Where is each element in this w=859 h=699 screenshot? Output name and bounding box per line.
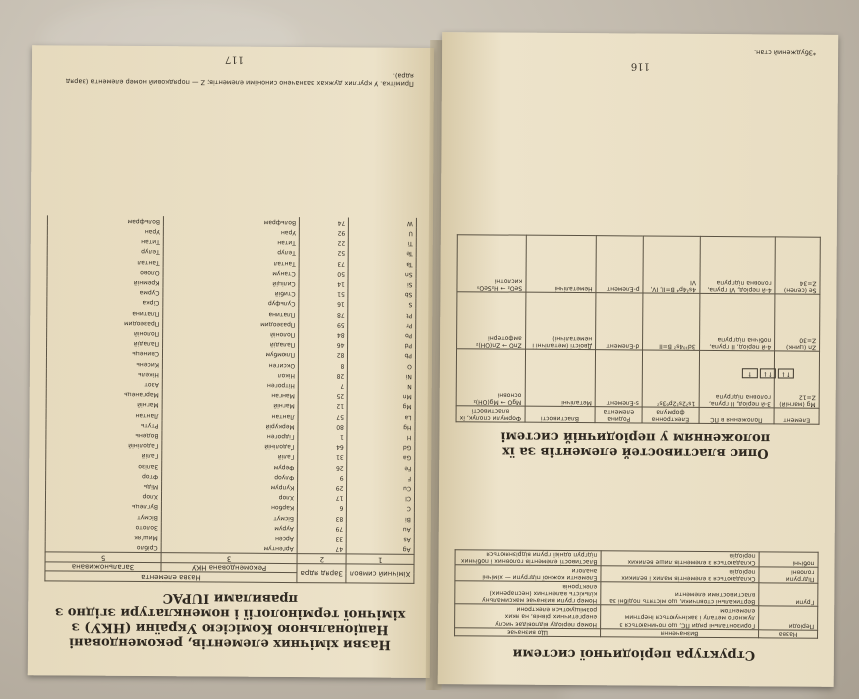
element-common-name: Нікель xyxy=(46,368,162,379)
description-title: Опис властивостей елементів за їх положенням у періодичній системі xyxy=(500,428,771,461)
element-recommended-name: Сульфур xyxy=(163,297,299,308)
element-common-name: Марганець xyxy=(46,388,162,399)
element-charge: 57 xyxy=(298,410,347,421)
element-charge: 73 xyxy=(299,257,348,268)
element-common-name: Залізо xyxy=(46,460,162,471)
element-charge: 83 xyxy=(297,512,346,523)
desc-family: d-Елемент xyxy=(596,293,643,350)
element-recommended-name: Нітроген xyxy=(162,379,298,390)
element-recommended-name: Лантан xyxy=(162,410,298,421)
element-charge: 51 xyxy=(299,288,348,299)
col-number: 2 xyxy=(297,554,346,564)
element-symbol: La xyxy=(347,411,415,422)
element-charge: 28 xyxy=(298,370,347,381)
element-recommended-name: Хлор xyxy=(161,491,297,502)
element-symbol: Te xyxy=(349,248,417,259)
left-page-title: Назви хімічних елементів, рекомендовані Національною Комісією України (НКУ) з хімічної термінології і номенклатури згідно з правилами IUPAC xyxy=(54,590,406,652)
element-symbol: C xyxy=(347,503,415,514)
element-common-name: Вуглець xyxy=(45,501,161,512)
structure-table-body xyxy=(455,549,819,630)
element-recommended-name: Полоній xyxy=(163,328,299,339)
element-common-name: Ртуть xyxy=(46,419,162,430)
element-common-name: Титан xyxy=(47,235,163,246)
col-recommended-header: Рекомендована НКУ xyxy=(161,562,297,573)
element-common-name: Лантан xyxy=(46,409,162,420)
structure-col-definition: Визначення xyxy=(600,628,758,638)
element-charge: 6 xyxy=(298,502,347,513)
element-common-name: Гадоліній xyxy=(46,439,162,450)
element-symbol: Cu xyxy=(347,482,415,493)
desc-formula: 1s²2s²2p⁶3s² xyxy=(642,350,699,407)
element-charge: 74 xyxy=(300,217,349,228)
structure-name: побічні xyxy=(759,551,818,567)
col-charge-header: Заряд ядра xyxy=(297,563,346,583)
element-common-name: Хлор xyxy=(45,490,161,501)
element-recommended-name: Оксиген xyxy=(162,359,298,370)
element-common-name: Кремній xyxy=(47,276,163,287)
element-recommended-name: Флуор xyxy=(162,471,298,482)
structure-col-determines: Що визначає xyxy=(455,627,601,636)
element-symbol: Sb xyxy=(348,288,416,299)
element-recommended-name: Магній xyxy=(162,399,298,410)
desc-formula: 3d¹⁰4s² B=II xyxy=(643,293,700,350)
description-col-header: Положення в ПС xyxy=(699,408,775,424)
element-charge: 50 xyxy=(299,268,348,279)
structure-definition: Складаються з елементів лише великих періодів xyxy=(601,550,759,567)
desc-properties: Двоїсті (металічні і неметалічні) xyxy=(525,292,596,349)
element-charge: 59 xyxy=(299,319,348,330)
element-symbol: Ga xyxy=(347,452,415,463)
desc-compounds: SeO₂ → H₂SeO₃ кислотні xyxy=(457,235,526,292)
element-common-name: Вісмут xyxy=(45,511,161,522)
desc-compounds: MgO → Mg(OH)₂ основні xyxy=(456,349,525,406)
element-symbol: Ag xyxy=(347,543,415,554)
element-recommended-name: Манган xyxy=(162,389,298,400)
element-symbol: Ti xyxy=(349,237,417,248)
description-header-row xyxy=(456,406,819,424)
description-table xyxy=(456,234,821,424)
description-col-header: Елемент xyxy=(774,408,819,424)
element-recommended-name: Бісмут xyxy=(161,512,297,523)
element-charge: 17 xyxy=(298,492,347,503)
structure-determines: Номер групи визначає максимальну кількість валентних (неспарених) електронів xyxy=(455,581,601,605)
right-page xyxy=(438,32,839,687)
element-recommended-name: Титан xyxy=(163,236,299,247)
element-charge: 14 xyxy=(299,278,348,289)
element-symbol: N xyxy=(348,380,416,391)
left-page-content xyxy=(28,45,434,678)
elements-table xyxy=(44,215,417,584)
element-symbol: O xyxy=(348,360,416,371)
element-common-name: Платина xyxy=(47,307,163,318)
element-recommended-name: Платина xyxy=(163,307,299,318)
description-col-header: Формули сполук, їх властивості xyxy=(456,406,525,422)
element-common-name: Мідь xyxy=(46,480,162,491)
table-row xyxy=(455,565,818,583)
element-recommended-name: Арсен xyxy=(161,532,297,543)
orbital-box: ↑↓ xyxy=(760,369,776,379)
element-recommended-name: Арґентум xyxy=(161,542,297,554)
element-charge: 33 xyxy=(297,533,346,544)
element-common-name: Олово xyxy=(47,266,163,277)
element-common-name: Кисень xyxy=(46,358,162,369)
element-common-name: Свинець xyxy=(46,347,162,358)
element-common-name: Паладій xyxy=(47,337,163,348)
structure-definition: Вертикальні стовпчики, що містять подібні за властивостями елементи xyxy=(601,582,759,606)
element-symbol: Sn xyxy=(348,268,416,279)
element-charge: 79 xyxy=(297,523,346,534)
element-common-name: Тантал xyxy=(47,256,163,267)
element-symbol: Po xyxy=(348,329,416,340)
element-symbol: Ni xyxy=(348,370,416,381)
element-charge: 16 xyxy=(299,298,348,309)
element-symbol: Si xyxy=(348,278,416,289)
element-recommended-name: Паладій xyxy=(163,338,299,349)
page-number-116: 116 xyxy=(630,60,651,72)
element-symbol: F xyxy=(347,472,415,483)
element-common-name: Водень xyxy=(46,429,162,440)
desc-family: s-Елемент xyxy=(595,350,642,407)
element-recommended-name: Нікол xyxy=(162,369,298,380)
element-recommended-name: Меркурій xyxy=(162,420,298,431)
element-symbol: Mn xyxy=(348,390,416,401)
element-symbol: H xyxy=(347,431,415,442)
element-recommended-name: Ферум xyxy=(162,461,298,472)
element-charge: 1 xyxy=(298,431,347,442)
element-recommended-name: Вольфрам xyxy=(163,216,299,227)
table-row xyxy=(457,292,820,352)
right-footnote: *Збуджений стан. xyxy=(754,48,817,57)
element-recommended-name: Стибій xyxy=(163,287,299,298)
open-book xyxy=(8,15,849,693)
element-charge: 12 xyxy=(298,400,347,411)
desc-position: 4-й період, II група, побічна підгрупа xyxy=(699,294,775,352)
description-col-header: Властивості xyxy=(525,406,596,422)
element-recommended-name: Телур xyxy=(163,246,299,257)
element-charge: 29 xyxy=(298,482,347,493)
element-common-name: Срібло xyxy=(45,541,161,553)
element-common-name: Сірка xyxy=(47,296,163,307)
description-col-header: Електронна формула xyxy=(642,407,698,423)
element-charge: 52 xyxy=(299,247,348,258)
element-common-name: Азот xyxy=(46,378,162,389)
desc-compounds: ZnO → Zn(OH)₂ амфотерні xyxy=(457,292,526,349)
element-common-name: Золото xyxy=(45,521,161,532)
element-charge: 25 xyxy=(298,390,347,401)
element-charge: 47 xyxy=(297,543,346,554)
element-recommended-name: Тантал xyxy=(163,256,299,267)
structure-determines: Властивості елементів головних і побічних підгруп однієї групи відрізняються xyxy=(455,549,601,566)
col-number: 1 xyxy=(346,554,414,564)
structure-name: Підгрупи головні xyxy=(759,567,818,583)
element-charge: 22 xyxy=(299,237,348,248)
element-recommended-name: Гідроген xyxy=(162,430,298,441)
element-symbol: Mg xyxy=(348,401,416,412)
element-symbol: Bi xyxy=(347,513,415,524)
element-symbol: Pr xyxy=(348,319,416,330)
element-recommended-name: Галій xyxy=(162,450,298,461)
col-number: 3 xyxy=(161,553,297,564)
structure-determines: Елементи кожної підгрупи — хімічні аналоги xyxy=(455,565,601,582)
element-recommended-name: Плюмбум xyxy=(162,348,298,359)
col-number: 5 xyxy=(45,552,161,562)
element-recommended-name: Купрум xyxy=(162,481,298,492)
table-row xyxy=(455,549,818,567)
element-recommended-name: Аурум xyxy=(161,522,297,533)
col-common-header: Загальноживана xyxy=(45,562,161,572)
structure-determines: Номер періоду відповідає числу енергетичних рівнів, на яких розміщуються електрони xyxy=(455,604,601,628)
element-recommended-name: Ґадоліній xyxy=(162,440,298,451)
element-recommended-name: Станум xyxy=(163,267,299,278)
element-symbol: S xyxy=(348,299,416,310)
element-symbol: As xyxy=(347,533,415,544)
element-symbol: Cl xyxy=(347,492,415,503)
structure-name: Періоди xyxy=(759,606,818,630)
desc-element: Se (селен) Z=34 xyxy=(775,237,820,294)
element-common-name: Фтор xyxy=(46,470,162,481)
element-common-name: Магній xyxy=(46,399,162,410)
elements-table-body xyxy=(45,215,416,555)
element-recommended-name: Карбон xyxy=(161,501,297,512)
element-symbol: U xyxy=(349,227,417,238)
desc-element: Mg (магній) Z=12 xyxy=(774,351,819,408)
table-row xyxy=(455,581,818,607)
desc-element: Zn (цинк) Z=30 xyxy=(775,294,820,351)
structure-col-name: Назва xyxy=(759,629,818,638)
description-col-header: Родина елемента xyxy=(595,407,642,423)
element-symbol: Pd xyxy=(348,339,416,350)
structure-title: Структура періодичної системи xyxy=(512,645,756,663)
element-charge: 7 xyxy=(298,380,347,391)
element-common-name: Миш'як xyxy=(45,531,161,542)
element-charge: 92 xyxy=(299,227,348,238)
element-recommended-name: Уран xyxy=(163,226,299,237)
col-symbol-header: Хімічний символ xyxy=(346,564,414,584)
element-charge: 78 xyxy=(299,308,348,319)
col-name-group-header: Назва елемента xyxy=(45,571,297,582)
desc-family: p-Елемент xyxy=(596,236,643,293)
element-symbol: Gd xyxy=(347,441,415,452)
element-symbol: W xyxy=(349,217,417,228)
element-charge: 84 xyxy=(299,329,348,340)
element-symbol: Pt xyxy=(348,309,416,320)
table-row xyxy=(455,604,818,630)
structure-definition: Горизонтальні ряди ПС, що починаються з лужного металу і закінчуються інертним елементом xyxy=(600,605,758,629)
element-recommended-name: Празеодим xyxy=(163,318,299,329)
element-symbol: Ta xyxy=(349,258,417,269)
element-charge: 26 xyxy=(298,461,347,472)
element-charge: 80 xyxy=(298,421,347,432)
orbital-diagram xyxy=(742,365,796,384)
element-common-name: Полоній xyxy=(47,327,163,338)
left-footnote: Примітка. У круглих дужках зазначено синоніми елементів; Z — порядковий номер елемента (заряд ядра). xyxy=(65,71,414,88)
element-charge: 8 xyxy=(299,359,348,370)
element-common-name: Телур xyxy=(47,245,163,256)
element-charge: 31 xyxy=(298,451,347,462)
desc-position: 4-й період, VI група, головна підгрупа xyxy=(699,237,775,295)
element-symbol: Hg xyxy=(347,421,415,432)
element-common-name: Уран xyxy=(47,225,163,236)
element-symbol: Pb xyxy=(348,350,416,361)
element-common-name: Сурма xyxy=(47,286,163,297)
desc-formula: 4s²4p⁴ B=II, IV, VI xyxy=(643,236,700,293)
element-charge: 9 xyxy=(298,472,347,483)
element-charge: 64 xyxy=(298,441,347,452)
right-page-content xyxy=(438,32,839,687)
desc-properties: Неметалічні xyxy=(526,235,597,292)
element-charge: 82 xyxy=(299,349,348,360)
element-charge: 46 xyxy=(299,339,348,350)
structure-table xyxy=(454,549,819,639)
element-common-name: Празеодим xyxy=(47,317,163,328)
desc-properties: Металічні xyxy=(525,349,596,406)
orbital-box: ↑ xyxy=(742,369,758,379)
structure-name: Групи xyxy=(759,583,818,607)
left-page xyxy=(28,45,434,678)
element-symbol: Au xyxy=(347,523,415,534)
desc-position: 3-й період, II група, головна підгрупа xyxy=(699,351,775,409)
element-recommended-name: Силіцій xyxy=(163,277,299,288)
element-common-name: Галій xyxy=(46,450,162,461)
orbital-box: ↑↓ xyxy=(778,369,794,379)
table-row xyxy=(457,235,820,295)
element-symbol: Fe xyxy=(347,462,415,473)
structure-definition: Складаються з елементів малих і великих періодів xyxy=(601,566,759,583)
page-number-117: 117 xyxy=(224,53,245,65)
element-common-name: Вольфрам xyxy=(47,215,163,226)
